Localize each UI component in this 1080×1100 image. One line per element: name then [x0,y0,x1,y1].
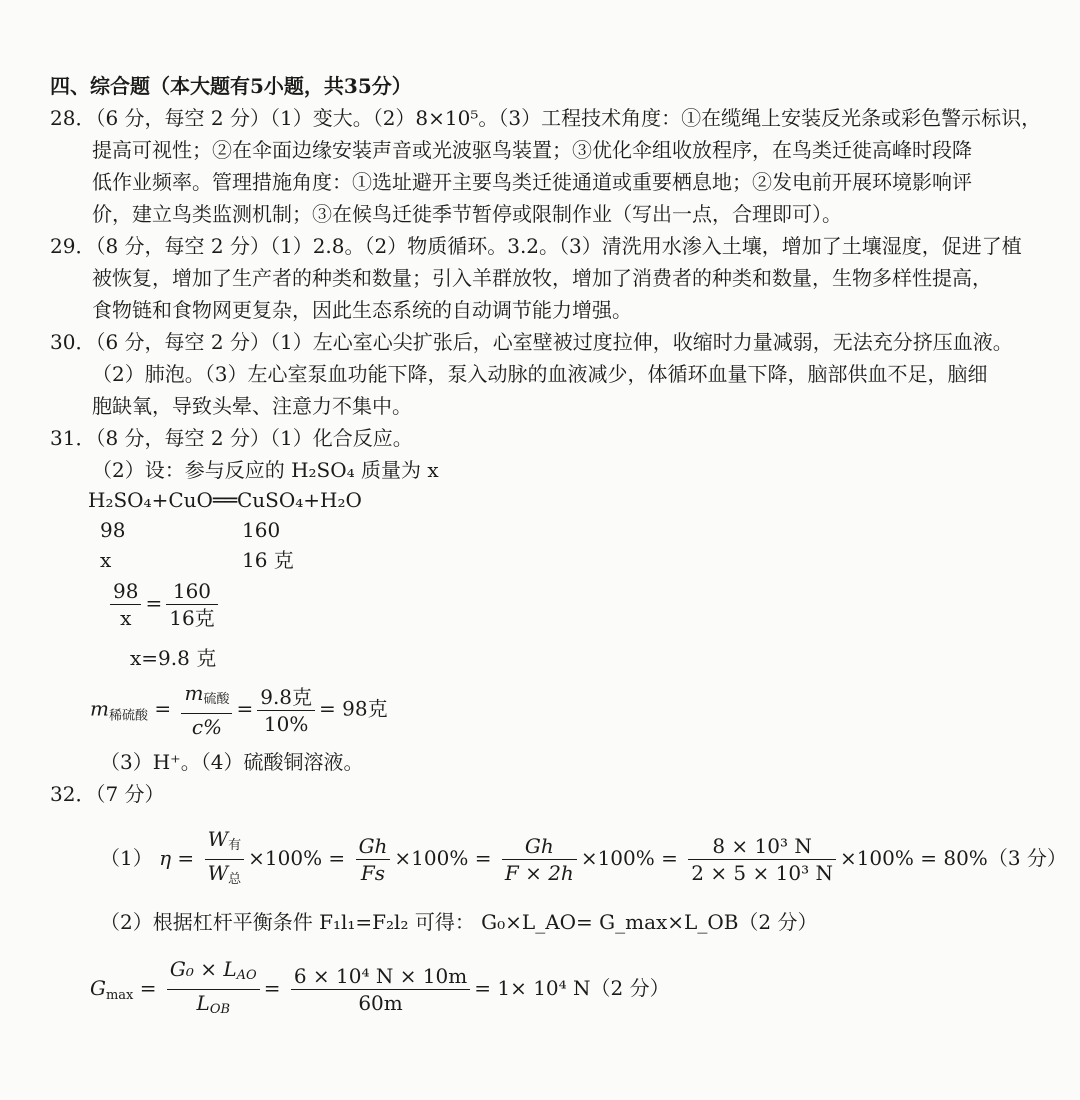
q30-number: 30． [50,330,96,354]
q28-number: 28． [50,106,96,130]
q31-row1-right: 160 [242,518,281,542]
q31-row2-left: x [100,548,112,572]
q29-line-3: 食物链和食物网更复杂，因此生态系统的自动调节能力增强。 [92,298,632,322]
q29-line-2: 被恢复，增加了生产者的种类和数量；引入羊群放牧，增加了消费者的种类和数量，生物多样性提高， [92,266,992,290]
q30-line-2: （2）肺泡。（3）左心室泵血功能下降，泵入动脉的血液减少，体循环血量下降，脑部供血不足，脑细 [92,362,988,386]
q28-line-1: 28．（6 分，每空 2 分）（1）变大。（2）8×10⁵。（3）工程技术角度：①在缆绳上安装反光条或彩色警示标识， [50,106,1042,130]
q31-ratio-equation: $\frac{98}{x}$ = $\frac{160}{\text{16克}}$ [106,578,222,631]
mass-fraction-values: $\frac{\text{9.8克}}{10\%}$ [257,684,315,737]
q32-part2-line: （2）根据杠杆平衡条件 F₁l₁=F₂l₂ 可得： G₀×L_AO= G_max×L_OB（2 分） [100,910,818,934]
g0-lao-fraction: $\frac{\text{G₀ × LAO}}{\text{LOB}}$ [167,956,260,1023]
ratio-left-fraction: $\frac{98}{x}$ [110,578,141,631]
q28-line-3: 低作业频率。管理措施角度：①选址避开主要鸟类迁徙通道或重要栖息地；②发电前开展环境影响评 [92,170,972,194]
q28-line-2: 提高可视性；②在伞面边缘安装声音或光波驱鸟装置；③优化伞组收放程序，在鸟类迁徙高峰时段降 [92,138,972,162]
q31-row1-left: 98 [100,518,126,542]
q32-gmax-formula: $G_{max}$ = $\frac{\text{G₀ × LAO}}{\text{LOB}}$ = $\frac{\text{6 × 10⁴ N × 10m}}{60m}$ = 1× 10⁴ N（2 分） [90,956,670,1023]
force-fraction: $\frac{\text{8 × 10³ N}}{\text{2 × 5 × 10³ N}}$ [688,833,836,886]
q31-mass-formula: $m_{稀硫酸}$ = $\frac{\text{m硫酸}}{c\%}$ = $\frac{\text{9.8克}}{10\%}$ = 98克 [90,681,388,739]
q31-result: x=9.8 克 [130,646,217,670]
section-title: 四、综合题（本大题有5小题，共35分） [50,74,412,98]
q32-line-1: 32．（7 分） [50,782,165,806]
q28-line-4: 价，建立鸟类监测机制；③在候鸟迁徙季节暂停或限制作业（写出一点，合理即可）。 [92,202,842,226]
q31-line-1: 31．（8 分，每空 2 分）（1）化合反应。 [50,426,413,450]
q31-last: （3）H⁺。（4）硫酸铜溶液。 [100,750,364,774]
gh-fs-fraction: $\frac{Gh}{Fs}$ [356,833,391,886]
q29-number: 29． [50,234,96,258]
work-fraction: $\frac{\text{W有}}{\text{W总}}$ [205,826,245,893]
q32-efficiency-formula: （1） η = $\frac{\text{W有}}{\text{W总}}$ ×100% = $\frac{Gh}{Fs}$ ×100% = $\frac{Gh}{F \times 2h}$ ×100% = $\frac{\text{8 × 10³ N}}{\text{2 × 5 × 10³ N}}$ ×100% = 80%（3 分） [100,826,1067,893]
q29-line-1: 29．（8 分，每空 2 分）（1）2.8。（2）物质循环。3.2。（3）清洗用水渗入土壤，增加了土壤湿度，促进了植 [50,234,1022,258]
numeric-fraction: $\frac{\text{6 × 10⁴ N × 10m}}{60m}$ [291,963,470,1016]
mass-fraction: $\frac{\text{m硫酸}}{c\%}$ [181,680,232,740]
q30-line-3: 胞缺氧，导致头晕、注意力不集中。 [92,394,412,418]
q31-equation: H₂SO₄+CuO══CuSO₄+H₂O [88,488,362,512]
q31-setup: （2）设：参与反应的 H₂SO₄ 质量为 x [92,458,439,482]
q32-number: 32． [50,782,96,806]
q31-number: 31． [50,426,96,450]
q30-line-1: 30．（6 分，每空 2 分）（1）左心室心尖扩张后，心室壁被过度拉伸，收缩时力量减弱，无法充分挤压血液。 [50,330,1013,354]
ratio-right-fraction: $\frac{160}{\text{16克}}$ [166,578,217,631]
gh-f2h-fraction: $\frac{Gh}{F \times 2h}$ [502,833,577,886]
q31-row2-right: 16 克 [242,548,294,572]
